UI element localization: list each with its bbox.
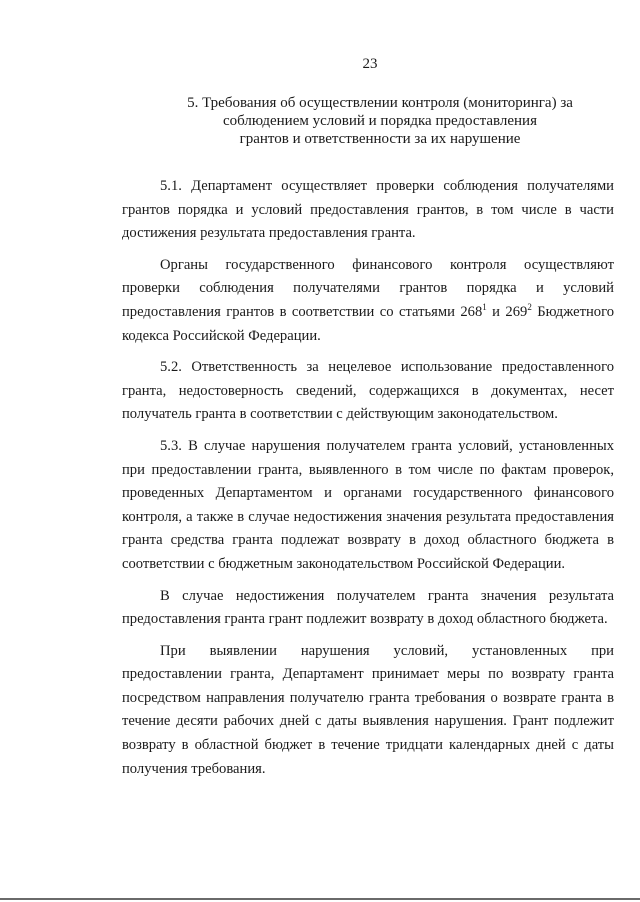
section-heading-line-1: 5. Требования об осуществлении контроля (мониторинга) за <box>187 95 573 111</box>
paragraph-5-3: 5.3. В случае нарушения получателем гранта условий, установленных при предоставлении гранта, выявленного в том числе по фактам проверок, проведенных Департаментом и органами государственного финансового контроля, а также в случае недостижения значения результата предоставления гранта средства гранта подлежат возврату в доход областного бюджета в соответствии с бюджетным законодательством Российской Федерации. <box>122 437 614 572</box>
paragraph-5-2: 5.2. Ответственность за нецелевое использование предоставленного гранта, недостоверность сведений, содержащихся в документах, несет получатель гранта в соответствии с действующим законодательством. <box>122 359 614 423</box>
paragraph-control-organs-text-a: Органы государственного финансового контроля осуществляют проверки соблюдения получателями грантов порядка и условий предоставления грантов в соответствии со статьями 268 <box>122 256 614 320</box>
footer-rule <box>0 898 640 900</box>
page-number: 23 <box>362 56 378 72</box>
paragraph-5-1: 5.1. Департамент осуществляет проверки соблюдения получателями грантов порядка и условий предоставления грантов, в том числе в части достижения результата предоставления гранта. <box>122 178 614 242</box>
paragraph-control-organs <box>122 254 614 348</box>
footnote-mark-268: 1 <box>482 302 487 313</box>
document-body <box>122 175 614 789</box>
paragraph-violation-detection: При выявлении нарушения условий, установленных при предоставлении гранта, Департамент принимает меры по возврату гранта посредством направления получателю гранта требования о возврате гранта в течение десяти рабочих дней с даты выявления нарушения. Грант подлежит возврату в областной бюджет в течение тридцати календарных дней с даты получения требования. <box>122 642 614 777</box>
section-heading-line-3: грантов и ответственности за их нарушение <box>239 131 521 147</box>
paragraph-control-organs-text-b: и 269 <box>486 303 528 320</box>
section-heading-line-2: соблюдением условий и порядка предоставления <box>223 113 537 129</box>
paragraph-non-achievement: В случае недостижения получателем гранта значения результата предоставления гранта грант подлежит возврату в доход областного бюджета. <box>122 587 614 628</box>
footnote-mark-269: 2 <box>527 302 532 313</box>
paragraph-control-organs-text-c: Бюджетного кодекса Российской Федерации. <box>122 303 614 344</box>
section-heading <box>170 94 590 148</box>
